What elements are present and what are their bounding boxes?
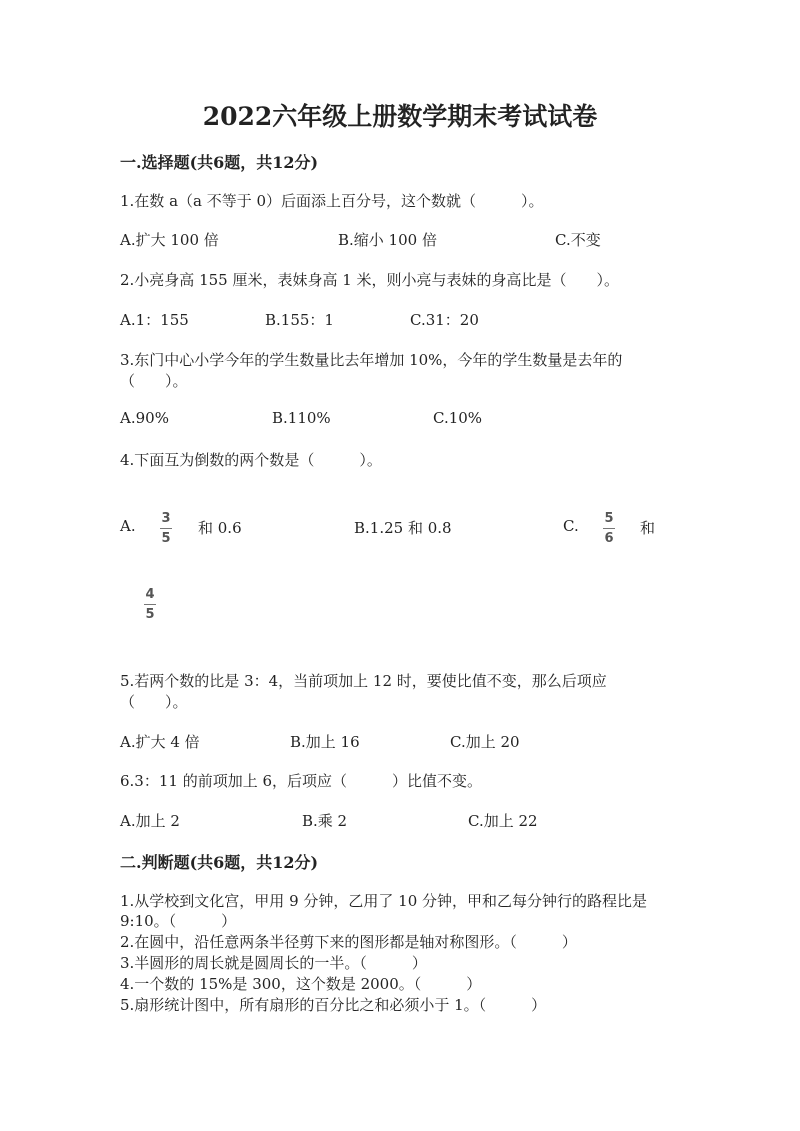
- q4-option-a-label: A.: [120, 517, 136, 535]
- q1-option-b: B.缩小 100 倍: [338, 231, 437, 249]
- judgment-2: 2.在圆中，沿任意两条半径剪下来的图形都是轴对称图形。（ ）: [120, 933, 577, 951]
- section-heading-judgment: 二.判断题(共6题，共12分): [120, 853, 319, 872]
- fraction-bar: [603, 528, 615, 529]
- q1-option-c: C.不变: [555, 231, 601, 249]
- question-1: 1.在数 a（a 不等于 0）后面添上百分号，这个数就（ ）。: [120, 192, 544, 210]
- q5-option-a: A.扩大 4 倍: [120, 733, 200, 751]
- q1-option-a: A.扩大 100 倍: [120, 231, 219, 249]
- q4-option-c-rest: 和: [640, 519, 656, 537]
- fraction-denominator: 5: [161, 531, 171, 546]
- fraction-numerator: 3: [161, 511, 171, 526]
- q4-option-c-label: C.: [563, 517, 579, 535]
- q4-option-a-fraction: [160, 512, 172, 545]
- q5-option-b: B.加上 16: [290, 733, 360, 751]
- q3-option-c: C.10%: [433, 409, 483, 427]
- judgment-5: 5.扇形统计图中，所有扇形的百分比之和必须小于 1。（ ）: [120, 996, 547, 1014]
- fraction-denominator: 5: [145, 607, 155, 622]
- page-title: 2022六年级上册数学期末考试试卷: [202, 102, 598, 131]
- q6-option-b: B.乘 2: [302, 812, 348, 830]
- q6-option-a: A.加上 2: [120, 812, 180, 830]
- question-5-line2: （ ）。: [120, 693, 188, 711]
- question-4: 4.下面互为倒数的两个数是（ ）。: [120, 451, 382, 469]
- question-6: 6.3：11 的前项加上 6，后项应（ ）比值不变。: [120, 772, 483, 790]
- fraction-denominator: 6: [604, 531, 614, 546]
- question-2: 2.小亮身高 155 厘米，表妹身高 1 米，则小亮与表妹的身高比是（ ）。: [120, 271, 620, 289]
- question-5-line1: 5.若两个数的比是 3：4，当前项加上 12 时，要使比值不变，那么后项应: [120, 672, 607, 690]
- fraction-bar: [144, 604, 156, 605]
- q3-option-a: A.90%: [120, 409, 169, 427]
- q2-option-a: A.1：155: [120, 311, 189, 329]
- judgment-1-line2: 9:10。（ ）: [120, 912, 237, 930]
- judgment-4: 4.一个数的 15%是 300，这个数是 2000。（ ）: [120, 975, 482, 993]
- q2-option-c: C.31：20: [410, 311, 479, 329]
- q2-option-b: B.155：1: [265, 311, 334, 329]
- q4-option-c-second-fraction: [144, 588, 156, 621]
- question-3-line1: 3.东门中心小学今年的学生数量比去年增加 10%，今年的学生数量是去年的: [120, 351, 623, 369]
- q5-option-c: C.加上 20: [450, 733, 520, 751]
- q3-option-b: B.110%: [272, 409, 331, 427]
- judgment-1-line1: 1.从学校到文化宫，甲用 9 分钟，乙用了 10 分钟，甲和乙每分钟行的路程比是: [120, 892, 648, 910]
- q4-option-c-fraction: [603, 512, 615, 545]
- judgment-3: 3.半圆形的周长就是圆周长的一半。（ ）: [120, 954, 427, 972]
- q4-option-b: B.1.25 和 0.8: [354, 519, 452, 537]
- fraction-numerator: 4: [145, 587, 155, 602]
- q4-option-a-rest: 和 0.6: [198, 519, 242, 537]
- section-heading-choice: 一.选择题(共6题，共12分): [120, 153, 319, 172]
- fraction-numerator: 5: [604, 511, 614, 526]
- question-3-line2: （ ）。: [120, 372, 188, 390]
- fraction-bar: [160, 528, 172, 529]
- q6-option-c: C.加上 22: [468, 812, 538, 830]
